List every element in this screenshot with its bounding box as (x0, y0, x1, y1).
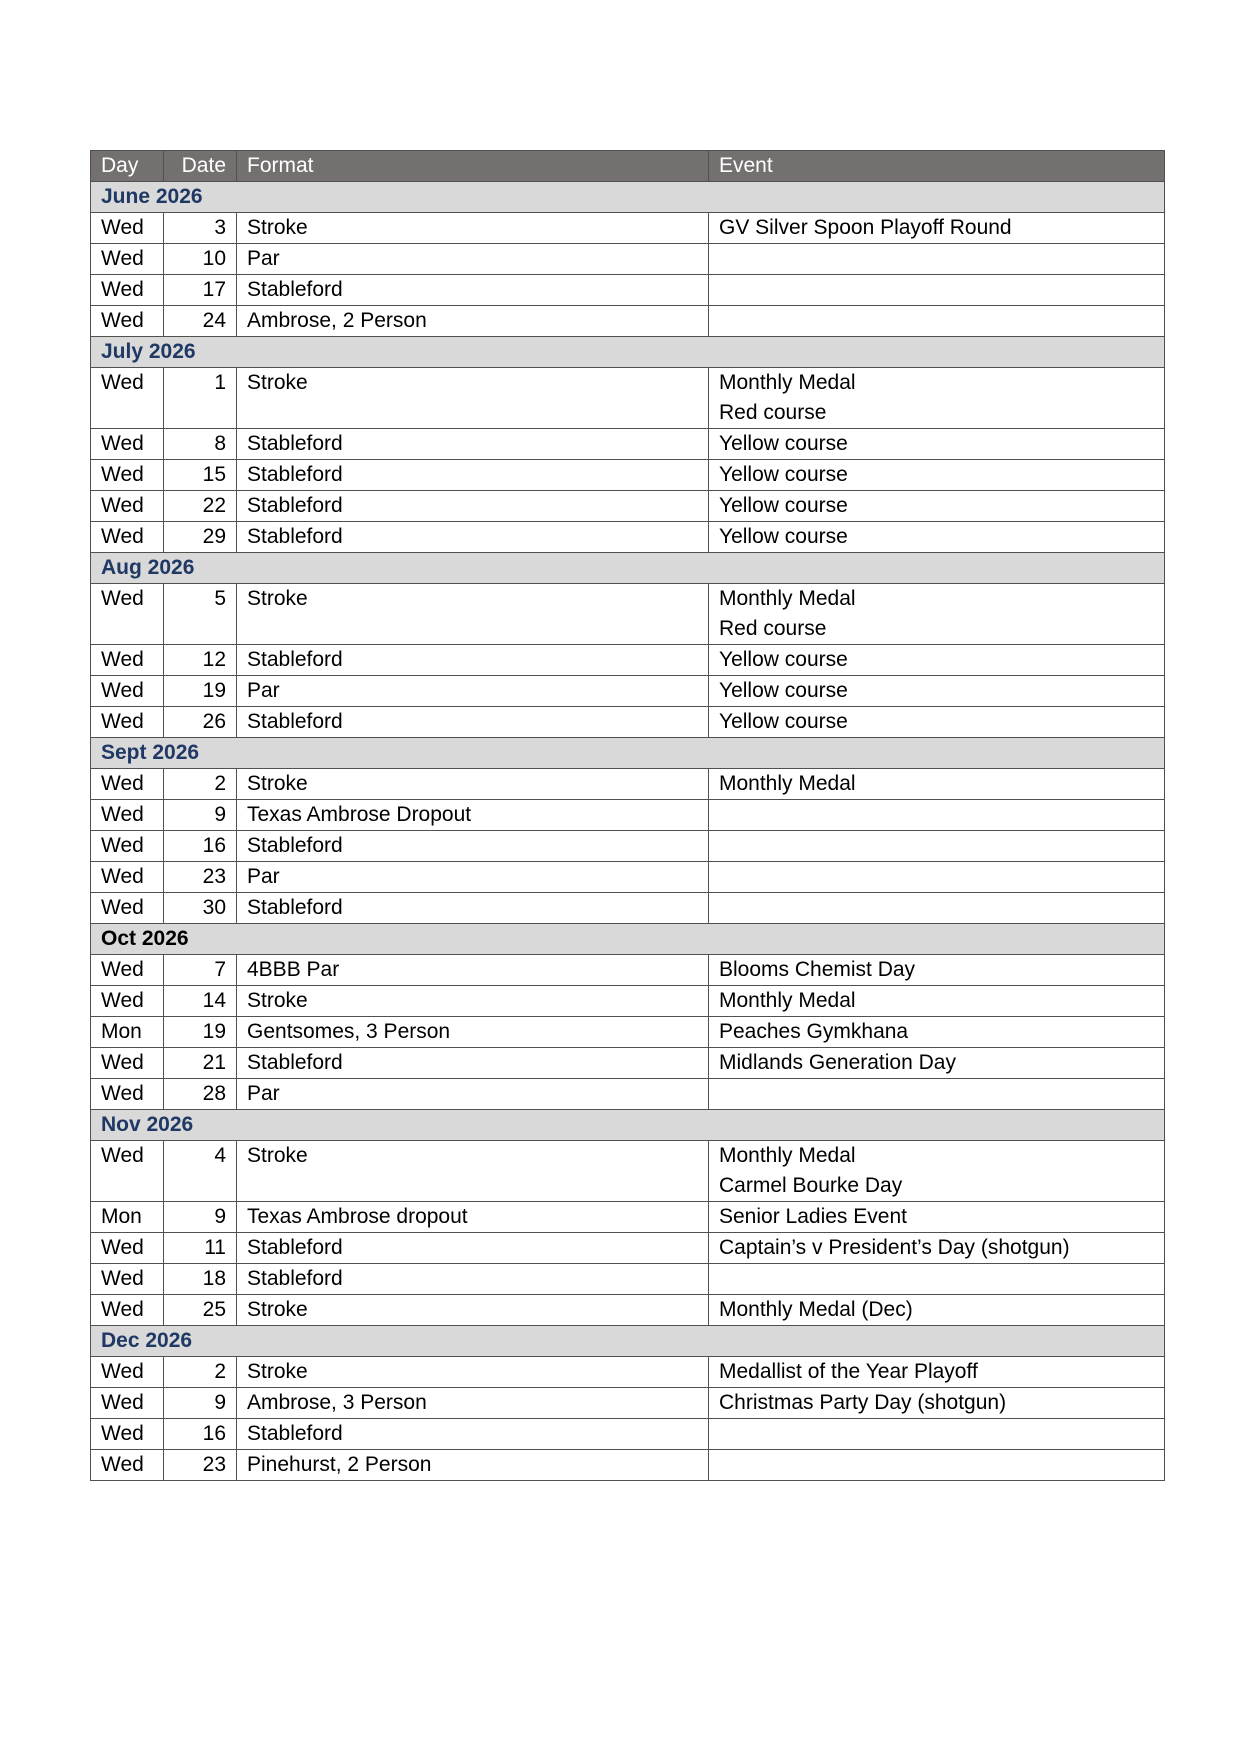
table-row (91, 1419, 1165, 1450)
date-cell: 3 (164, 213, 237, 244)
event-line: Yellow course (719, 525, 848, 548)
date-cell: 30 (164, 893, 237, 924)
event-cell (709, 1388, 1165, 1419)
date-cell: 2 (164, 769, 237, 800)
event-cell (709, 862, 1165, 893)
day-cell: Wed (91, 368, 164, 429)
format-cell: Stroke (237, 584, 709, 645)
event-line: Peaches Gymkhana (719, 1020, 909, 1043)
table-row (91, 862, 1165, 893)
day-cell: Wed (91, 1295, 164, 1326)
event-line: Monthly Medal (719, 989, 856, 1012)
event-cell (709, 584, 1165, 645)
event-cell (709, 800, 1165, 831)
format-cell: Ambrose, 3 Person (237, 1388, 709, 1419)
event-cell (709, 769, 1165, 800)
event-cell (709, 1079, 1165, 1110)
event-line: Yellow course (719, 463, 848, 486)
date-cell: 18 (164, 1264, 237, 1295)
event-cell (709, 1233, 1165, 1264)
day-cell: Wed (91, 707, 164, 738)
event-cell (709, 1017, 1165, 1048)
format-cell: Stableford (237, 1419, 709, 1450)
event-line: Yellow course (719, 679, 848, 702)
event-line: Carmel Bourke Day (719, 1174, 903, 1197)
date-cell: 7 (164, 955, 237, 986)
format-cell: Stableford (237, 1048, 709, 1079)
table-row (91, 368, 1165, 429)
month-label: June 2026 (91, 182, 1165, 213)
date-cell: 9 (164, 1388, 237, 1419)
format-cell: Texas Ambrose dropout (237, 1202, 709, 1233)
event-line: Monthly Medal (719, 587, 856, 610)
event-cell (709, 491, 1165, 522)
month-label: July 2026 (91, 337, 1165, 368)
format-cell: Stableford (237, 460, 709, 491)
day-cell: Mon (91, 1017, 164, 1048)
table-row (91, 1295, 1165, 1326)
table-row (91, 213, 1165, 244)
month-header-row (91, 924, 1165, 955)
date-cell: 4 (164, 1141, 237, 1202)
day-cell: Wed (91, 1388, 164, 1419)
table-row (91, 1079, 1165, 1110)
event-line: Yellow course (719, 432, 848, 455)
date-cell: 17 (164, 275, 237, 306)
date-cell: 1 (164, 368, 237, 429)
day-cell: Wed (91, 862, 164, 893)
table-row (91, 522, 1165, 553)
day-cell: Wed (91, 1048, 164, 1079)
event-cell (709, 1141, 1165, 1202)
header-day: Day (91, 151, 164, 182)
day-cell: Wed (91, 1079, 164, 1110)
date-cell: 19 (164, 1017, 237, 1048)
day-cell: Wed (91, 1357, 164, 1388)
month-label: Dec 2026 (91, 1326, 1165, 1357)
event-cell (709, 429, 1165, 460)
event-cell (709, 306, 1165, 337)
event-line: Blooms Chemist Day (719, 958, 916, 981)
table-row (91, 1233, 1165, 1264)
date-cell: 14 (164, 986, 237, 1017)
day-cell: Wed (91, 800, 164, 831)
event-line: Monthly Medal (Dec) (719, 1298, 913, 1321)
day-cell: Wed (91, 460, 164, 491)
month-header-row (91, 553, 1165, 584)
day-cell: Wed (91, 522, 164, 553)
event-line: Monthly Medal (719, 371, 856, 394)
date-cell: 16 (164, 1419, 237, 1450)
day-cell: Wed (91, 1141, 164, 1202)
event-line: Senior Ladies Event (719, 1205, 907, 1228)
date-cell: 15 (164, 460, 237, 491)
table-row (91, 429, 1165, 460)
event-cell (709, 1450, 1165, 1481)
format-cell: Stroke (237, 1357, 709, 1388)
day-cell: Wed (91, 1264, 164, 1295)
day-cell: Wed (91, 986, 164, 1017)
table-row (91, 676, 1165, 707)
format-cell: Pinehurst, 2 Person (237, 1450, 709, 1481)
table-row (91, 306, 1165, 337)
event-cell (709, 645, 1165, 676)
day-cell: Wed (91, 955, 164, 986)
date-cell: 16 (164, 831, 237, 862)
day-cell: Wed (91, 429, 164, 460)
day-cell: Wed (91, 244, 164, 275)
table-row (91, 893, 1165, 924)
day-cell: Wed (91, 831, 164, 862)
format-cell: Texas Ambrose Dropout (237, 800, 709, 831)
event-cell (709, 831, 1165, 862)
event-line: GV Silver Spoon Playoff Round (719, 216, 1012, 239)
date-cell: 24 (164, 306, 237, 337)
month-header-row (91, 337, 1165, 368)
day-cell: Wed (91, 645, 164, 676)
format-cell: Stableford (237, 831, 709, 862)
format-cell: Stableford (237, 645, 709, 676)
table-row (91, 1141, 1165, 1202)
format-cell: Stableford (237, 522, 709, 553)
format-cell: Par (237, 1079, 709, 1110)
date-cell: 9 (164, 800, 237, 831)
month-header-row (91, 1110, 1165, 1141)
date-cell: 21 (164, 1048, 237, 1079)
table-row (91, 1017, 1165, 1048)
event-cell (709, 244, 1165, 275)
event-cell (709, 707, 1165, 738)
header-row (91, 151, 1165, 182)
event-cell (709, 1357, 1165, 1388)
table-row (91, 491, 1165, 522)
event-cell (709, 522, 1165, 553)
format-cell: Stroke (237, 1295, 709, 1326)
format-cell: Gentsomes, 3 Person (237, 1017, 709, 1048)
table-row (91, 584, 1165, 645)
event-line: Captain’s v President’s Day (shotgun) (719, 1236, 1070, 1259)
date-cell: 28 (164, 1079, 237, 1110)
day-cell: Wed (91, 769, 164, 800)
date-cell: 2 (164, 1357, 237, 1388)
table-row (91, 800, 1165, 831)
event-line: Christmas Party Day (shotgun) (719, 1391, 1007, 1414)
month-header-row (91, 182, 1165, 213)
table-row (91, 955, 1165, 986)
date-cell: 5 (164, 584, 237, 645)
day-cell: Wed (91, 275, 164, 306)
date-cell: 8 (164, 429, 237, 460)
month-header-row (91, 1326, 1165, 1357)
event-cell (709, 893, 1165, 924)
event-cell (709, 986, 1165, 1017)
table-row (91, 1202, 1165, 1233)
day-cell: Mon (91, 1202, 164, 1233)
event-cell (709, 1264, 1165, 1295)
date-cell: 19 (164, 676, 237, 707)
format-cell: Stroke (237, 1141, 709, 1202)
format-cell: Stableford (237, 893, 709, 924)
event-cell (709, 213, 1165, 244)
event-line: Midlands Generation Day (719, 1051, 956, 1074)
day-cell: Wed (91, 1233, 164, 1264)
format-cell: Par (237, 862, 709, 893)
format-cell: Par (237, 676, 709, 707)
event-cell (709, 955, 1165, 986)
event-cell (709, 1295, 1165, 1326)
event-cell (709, 1202, 1165, 1233)
event-line: Red course (719, 401, 827, 424)
table-row (91, 275, 1165, 306)
table-row (91, 645, 1165, 676)
day-cell: Wed (91, 1450, 164, 1481)
day-cell: Wed (91, 893, 164, 924)
day-cell: Wed (91, 491, 164, 522)
table-row (91, 1450, 1165, 1481)
month-label: Nov 2026 (91, 1110, 1165, 1141)
month-label: Aug 2026 (91, 553, 1165, 584)
format-cell: Stableford (237, 1264, 709, 1295)
format-cell: Stroke (237, 213, 709, 244)
schedule-body (91, 182, 1165, 1481)
table-row (91, 986, 1165, 1017)
event-line: Yellow course (719, 710, 848, 733)
format-cell: Ambrose, 2 Person (237, 306, 709, 337)
event-line: Monthly Medal (719, 772, 856, 795)
table-row (91, 1357, 1165, 1388)
date-cell: 11 (164, 1233, 237, 1264)
format-cell: Stroke (237, 368, 709, 429)
header-format: Format (237, 151, 709, 182)
date-cell: 29 (164, 522, 237, 553)
format-cell: Stableford (237, 429, 709, 460)
event-cell (709, 1048, 1165, 1079)
event-cell (709, 1419, 1165, 1450)
header-date: Date (164, 151, 237, 182)
month-label: Sept 2026 (91, 738, 1165, 769)
table-row (91, 1264, 1165, 1295)
event-line: Yellow course (719, 494, 848, 517)
date-cell: 9 (164, 1202, 237, 1233)
day-cell: Wed (91, 306, 164, 337)
format-cell: Stableford (237, 491, 709, 522)
day-cell: Wed (91, 1419, 164, 1450)
event-cell (709, 460, 1165, 491)
table-row (91, 244, 1165, 275)
format-cell: Par (237, 244, 709, 275)
format-cell: Stableford (237, 275, 709, 306)
month-label: Oct 2026 (91, 924, 1165, 955)
date-cell: 23 (164, 862, 237, 893)
format-cell: Stableford (237, 707, 709, 738)
event-cell (709, 676, 1165, 707)
table-row (91, 460, 1165, 491)
table-row (91, 1048, 1165, 1079)
month-header-row (91, 738, 1165, 769)
date-cell: 25 (164, 1295, 237, 1326)
event-line: Red course (719, 617, 827, 640)
event-line: Medallist of the Year Playoff (719, 1360, 978, 1383)
table-row (91, 1388, 1165, 1419)
date-cell: 26 (164, 707, 237, 738)
date-cell: 22 (164, 491, 237, 522)
format-cell: Stableford (237, 1233, 709, 1264)
table-row (91, 769, 1165, 800)
format-cell: Stroke (237, 986, 709, 1017)
schedule-table (90, 150, 1165, 1481)
event-cell (709, 368, 1165, 429)
format-cell: Stroke (237, 769, 709, 800)
format-cell: 4BBB Par (237, 955, 709, 986)
day-cell: Wed (91, 676, 164, 707)
day-cell: Wed (91, 584, 164, 645)
date-cell: 10 (164, 244, 237, 275)
header-event: Event (709, 151, 1165, 182)
event-line: Yellow course (719, 648, 848, 671)
date-cell: 12 (164, 645, 237, 676)
date-cell: 23 (164, 1450, 237, 1481)
table-row (91, 831, 1165, 862)
event-cell (709, 275, 1165, 306)
day-cell: Wed (91, 213, 164, 244)
table-row (91, 707, 1165, 738)
event-line: Monthly Medal (719, 1144, 856, 1167)
